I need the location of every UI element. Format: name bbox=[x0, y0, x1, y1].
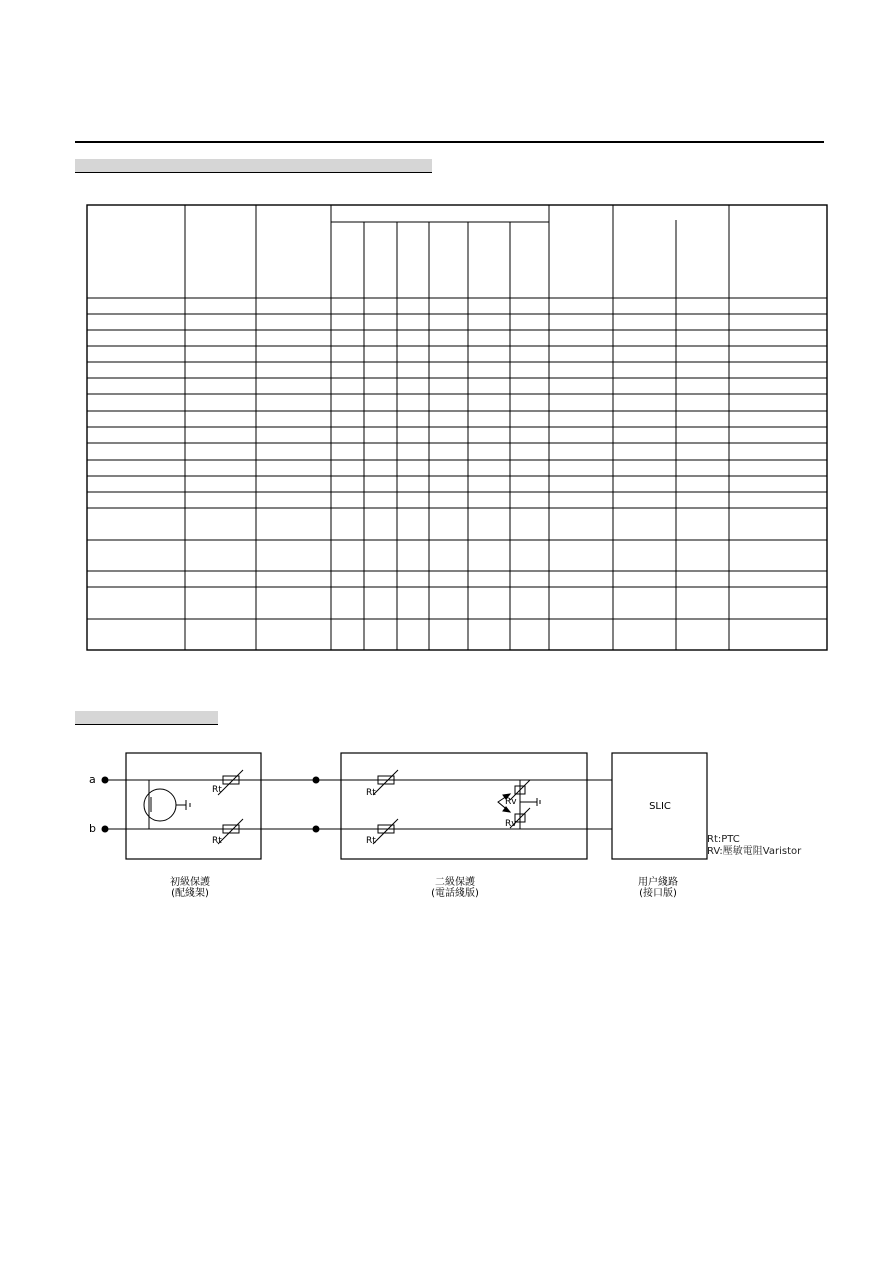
terminal-a-dot bbox=[102, 777, 108, 783]
stage1-caption-line2: (配綫架) bbox=[171, 888, 209, 899]
rv-label: Rv bbox=[505, 819, 517, 829]
stage3-caption-line2: (接口版) bbox=[639, 888, 677, 899]
slic-label: SLIC bbox=[649, 801, 671, 812]
terminal-a-label: a bbox=[89, 773, 96, 786]
stage3-caption-line1: 用户綫路 bbox=[638, 877, 678, 888]
rt-label: Rt bbox=[212, 836, 222, 846]
terminal-b-dot bbox=[102, 826, 108, 832]
secondary-protection-box bbox=[341, 753, 587, 859]
junction-dot bbox=[313, 777, 319, 783]
stage2-caption-line1: 二級保護 bbox=[435, 877, 475, 888]
terminal-b-label: b bbox=[89, 822, 96, 835]
primary-protection-box bbox=[126, 753, 261, 859]
junction-dot bbox=[313, 826, 319, 832]
rv-label: Rv bbox=[505, 797, 517, 807]
legend-rt: Rt:PTC bbox=[707, 834, 740, 845]
stage3-caption bbox=[622, 877, 694, 899]
rt-label: Rt bbox=[366, 788, 376, 798]
stage1-caption bbox=[154, 877, 226, 899]
stage1-caption-line1: 初級保護 bbox=[170, 877, 210, 888]
stage2-caption-line2: (電話綫版) bbox=[431, 888, 479, 899]
rt-label: Rt bbox=[212, 785, 222, 795]
legend-rv: RV:壓敏電阻Varistor bbox=[707, 846, 802, 857]
stage2-caption bbox=[414, 877, 496, 899]
rt-label: Rt bbox=[366, 836, 376, 846]
